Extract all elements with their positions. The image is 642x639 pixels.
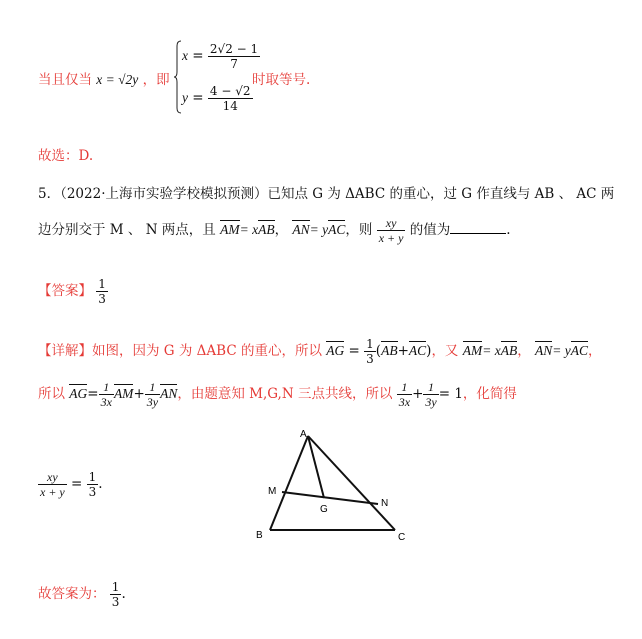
equality-condition-line xyxy=(38,68,170,88)
vector-an-rhs: = y xyxy=(309,222,329,237)
third-den: 3 xyxy=(366,352,374,366)
third-num: 1 xyxy=(366,337,374,351)
detail-comma: ， xyxy=(517,343,531,359)
paren-close: ) xyxy=(426,343,432,359)
vector-ag-2: AG xyxy=(69,386,88,401)
result-value-num: 1 xyxy=(88,470,97,484)
system-brace xyxy=(174,40,182,114)
final-numerator: 1 xyxy=(111,580,120,594)
final-answer-line xyxy=(38,580,126,609)
answer-line xyxy=(38,277,108,306)
question-text-2c: 的值为 xyxy=(409,222,451,238)
line-mn xyxy=(282,492,378,504)
detail-line-1 xyxy=(38,337,602,366)
final-denominator: 3 xyxy=(111,595,120,609)
coef-1-num: 1 xyxy=(99,380,114,395)
vector-an-detail: AN xyxy=(535,343,553,358)
question-line-1 xyxy=(38,182,614,202)
plus-sign: + xyxy=(397,343,409,359)
vector-ab-detail-2: AB xyxy=(500,343,518,358)
y-denominator: 14 xyxy=(222,99,238,113)
final-label: 故答案为： xyxy=(38,586,106,602)
vector-ag: AG xyxy=(326,343,345,358)
result-den: x + y xyxy=(40,485,65,499)
question-fraction-den: x + y xyxy=(378,231,404,245)
vector-ac-detail-2: AC xyxy=(570,343,589,358)
detail-text-1b: ，又 xyxy=(431,343,459,359)
brace-icon xyxy=(174,40,182,114)
vector-an: AN xyxy=(292,222,310,237)
vector-am: AM xyxy=(220,222,240,237)
result-end: . xyxy=(98,476,103,492)
detail-label: 【详解】 xyxy=(38,343,92,359)
plus-sign-3: + xyxy=(412,386,424,402)
answer-denominator: 3 xyxy=(98,292,106,306)
eq-x: = x xyxy=(482,343,501,358)
sum-1-den: 3x xyxy=(398,395,411,409)
vector-ab-detail: AB xyxy=(381,343,398,358)
triangle-figure xyxy=(250,428,410,546)
vector-ac-detail: AC xyxy=(408,343,427,358)
x-numerator: 2√2 − 1 xyxy=(209,42,259,56)
condition-prefix: 当且仅当 xyxy=(38,72,92,88)
sum-1-num: 1 xyxy=(397,380,412,395)
paren-open: ( xyxy=(375,343,382,359)
system-x-row: x = $\frac{2√2 - 1}{7}$ xyxy=(182,42,259,71)
equals-sign-2: = xyxy=(87,386,99,402)
question-number: 5． xyxy=(38,186,61,202)
condition-suffix: 时取等号. xyxy=(252,72,311,88)
vector-an-2: AN xyxy=(160,386,178,401)
question-sep: ， xyxy=(274,222,289,238)
label-b: B xyxy=(256,530,263,541)
detail-text-2c: ，化简得 xyxy=(462,386,517,402)
x-denominator: 7 xyxy=(230,57,238,71)
equals-sign: = xyxy=(348,343,360,359)
coef-2-num: 1 xyxy=(145,380,160,395)
question-text-2b: ，则 xyxy=(345,222,373,238)
result-num: xy xyxy=(38,470,67,485)
condition-formula: x = √2y xyxy=(96,72,139,87)
sum-2-num: 1 xyxy=(423,380,438,395)
vector-ac: AC xyxy=(328,222,346,237)
answer-label: 【答案】 xyxy=(38,283,92,299)
side-ab xyxy=(270,436,308,530)
vector-ab: AB xyxy=(258,222,275,237)
previous-choice: 故选：D. xyxy=(38,148,94,164)
question-fraction-num: xy xyxy=(377,216,406,231)
eq-y: = y xyxy=(552,343,571,358)
coef-2-den: 3y xyxy=(146,395,159,409)
detail-end-1: ， xyxy=(588,343,602,359)
label-c: C xyxy=(398,532,406,543)
answer-numerator: 1 xyxy=(98,277,106,291)
result-equation xyxy=(38,470,103,499)
detail-text-1a: 如图，因为 G 为 ΔABC 的重心，所以 xyxy=(92,343,322,359)
sum-2-den: 3y xyxy=(425,395,437,409)
label-m: M xyxy=(268,486,277,497)
label-g: G xyxy=(320,504,328,515)
question-text-1: 已知点 G 为 ΔABC 的重心，过 G 作直线与 AB 、 AC 两 xyxy=(267,186,615,202)
coef-1-den: 3x xyxy=(100,395,112,409)
result-equals: = xyxy=(71,476,83,492)
question-end: . xyxy=(506,222,511,238)
result-value-den: 3 xyxy=(88,485,97,499)
answer-blank xyxy=(450,221,506,234)
equals-one: = 1 xyxy=(438,386,463,402)
vector-am-2: AM xyxy=(113,386,134,401)
system-y-row: y = $\frac{4 - √2}{14}$ xyxy=(182,84,251,113)
detail-text-2b: ，由题意知 M,G,N 三点共线，所以 xyxy=(177,386,393,402)
final-end: . xyxy=(121,586,126,602)
condition-mid: ，即 xyxy=(142,72,170,88)
label-a: A xyxy=(300,429,307,440)
question-text-2a: 边分别交于 M 、 N 两点，且 xyxy=(38,222,216,238)
y-numerator: 4 − √2 xyxy=(209,84,251,98)
detail-line-2 xyxy=(38,380,517,409)
label-n: N xyxy=(381,498,389,509)
vector-am-rhs: = x xyxy=(239,222,259,237)
vector-am-detail: AM xyxy=(462,343,483,358)
detail-text-2a: 所以 xyxy=(38,386,65,402)
question-line-2 xyxy=(38,216,511,245)
plus-sign-2: + xyxy=(133,386,145,402)
question-source: （2022·上海市实验学校模拟预测） xyxy=(60,186,268,202)
